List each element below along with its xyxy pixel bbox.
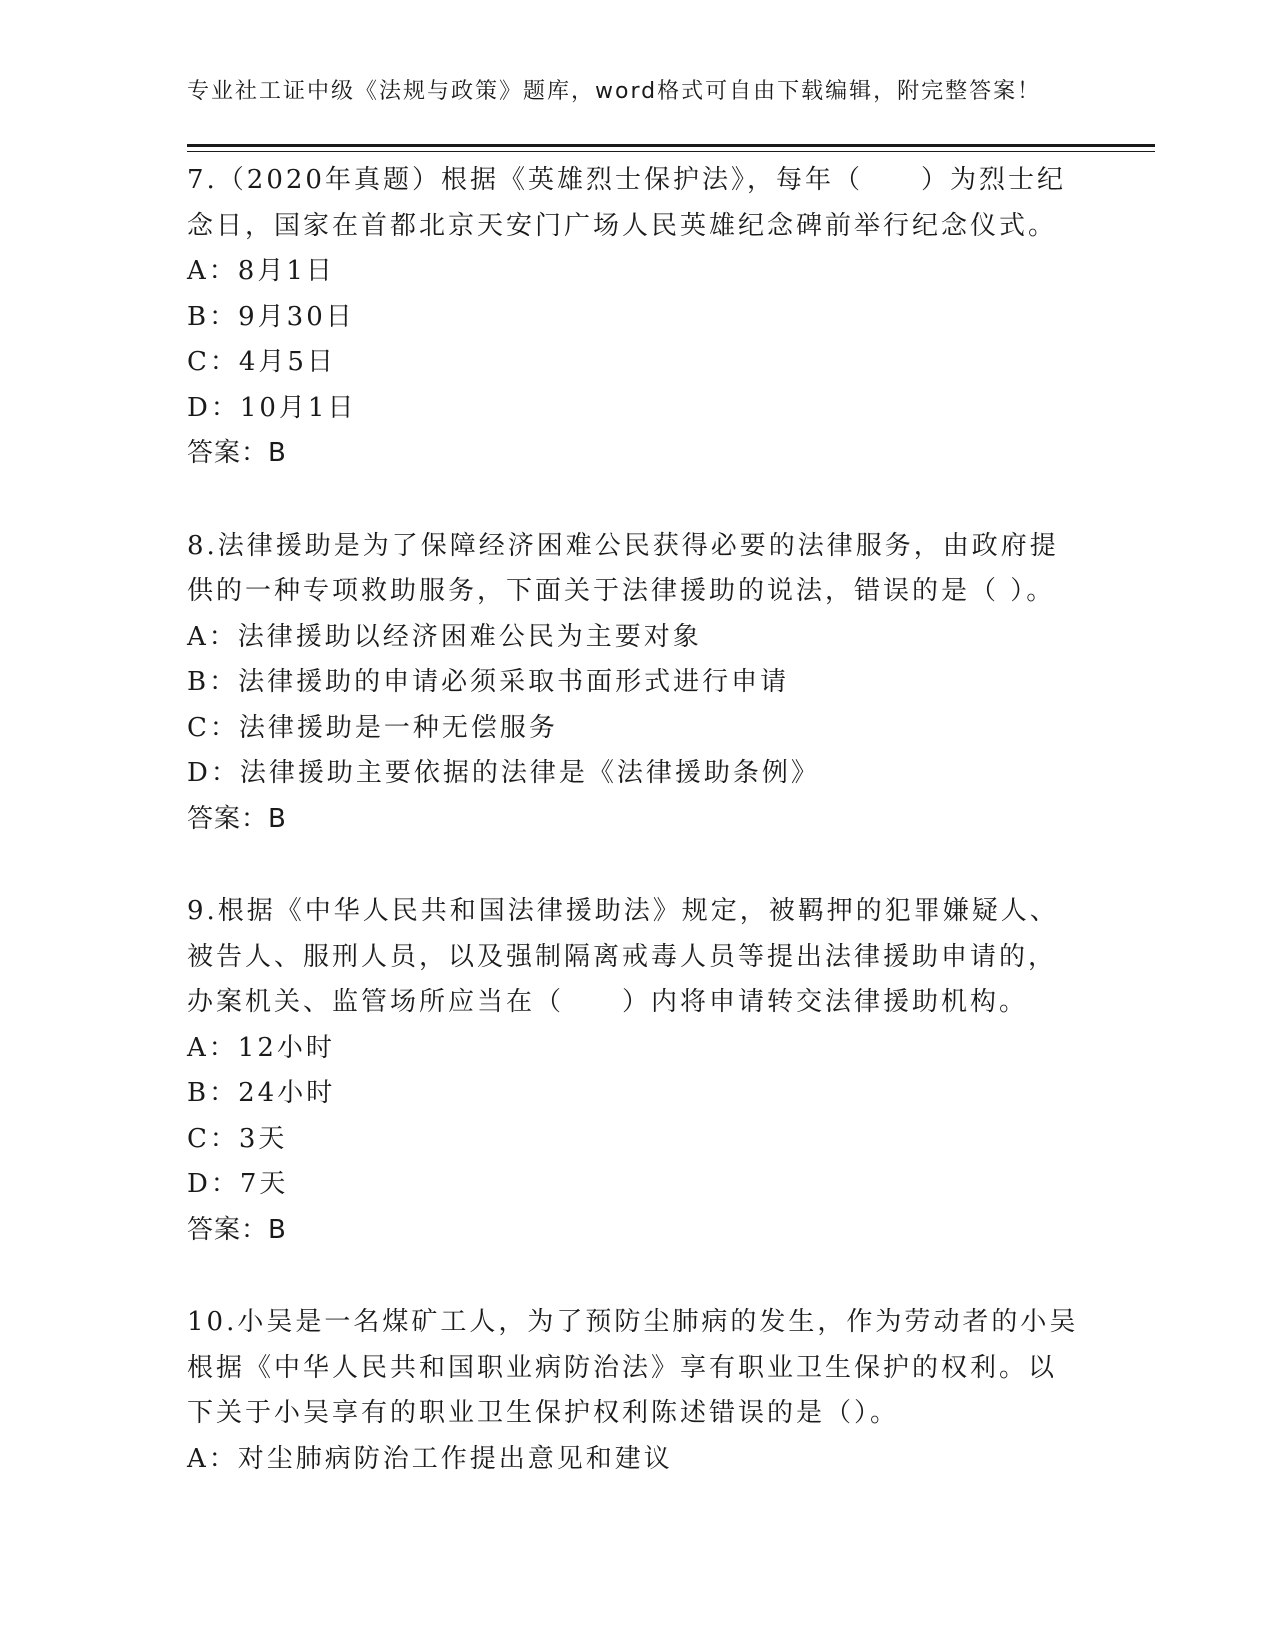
option-a: A：8月1日: [187, 256, 335, 286]
question-list: [187, 158, 1087, 1529]
question-stem-line: 8.法律援助是为了保障经济困难公民获得必要的法律服务，由政府提: [187, 530, 1059, 561]
question-stem-line: 被告人、服刑人员，以及强制隔离戒毒人员等提出法律援助申请的，: [187, 941, 1058, 972]
answer-line: 答案：B: [187, 438, 287, 468]
option-c: C：3天: [187, 1123, 288, 1154]
option-a: A：法律援助以经济困难公民为主要对象: [187, 621, 702, 652]
option-b: B：法律援助的申请必须采取书面形式进行申请: [187, 667, 790, 697]
question-stem-line: 办案机关、监管场所应当在（ ）内将申请转交法律援助机构。: [187, 987, 1029, 1017]
document-header: 专业社工证中级《法规与政策》题库，word格式可自由下载编辑，附完整答案！: [187, 79, 1042, 104]
question-stem-line: 10.小吴是一名煤矿工人，为了预防尘肺病的发生，作为劳动者的小吴: [187, 1307, 1079, 1337]
question-stem-line: 念日，国家在首都北京天安门广场人民英雄纪念碑前举行纪念仪式。: [187, 210, 1058, 241]
option-b: B：24小时: [187, 1078, 336, 1108]
question-stem-line: 根据《中华人民共和国职业病防治法》享有职业卫生保护的权利。以: [187, 1352, 1058, 1383]
question-8: [187, 524, 1087, 843]
option-c: C：法律援助是一种无偿服务: [187, 712, 558, 743]
question-stem-line: 供的一种专项救助服务，下面关于法律援助的说法，错误的是（ ）。: [187, 576, 1056, 606]
answer-line: 答案：B: [187, 803, 287, 834]
question-9: [187, 889, 1087, 1253]
question-stem-line: 9.根据《中华人民共和国法律援助法》规定，被羁押的犯罪嫌疑人、: [187, 896, 1059, 926]
question-10: [187, 1300, 1087, 1482]
option-a: A：对尘肺病防治工作提出意见和建议: [187, 1443, 673, 1474]
option-a: A：12小时: [187, 1032, 335, 1063]
answer-line: 答案：B: [187, 1214, 287, 1245]
option-d: D：10月1日: [187, 392, 357, 423]
question-stem-line: 7.（2020年真题）根据《英雄烈士保护法》，每年（ ）为烈士纪: [187, 165, 1066, 195]
header-rule-thin: [187, 151, 1155, 152]
option-c: C：4月5日: [187, 347, 336, 377]
header-rule-thick: [187, 144, 1155, 147]
option-d: D：7天: [187, 1169, 289, 1199]
question-stem-line: 下关于小吴享有的职业卫生保护权利陈述错误的是（）。: [187, 1398, 900, 1428]
option-d: D：法律援助主要依据的法律是《法律援助条例》: [187, 758, 820, 788]
question-7: [187, 158, 1087, 477]
option-b: B：9月30日: [187, 301, 355, 332]
